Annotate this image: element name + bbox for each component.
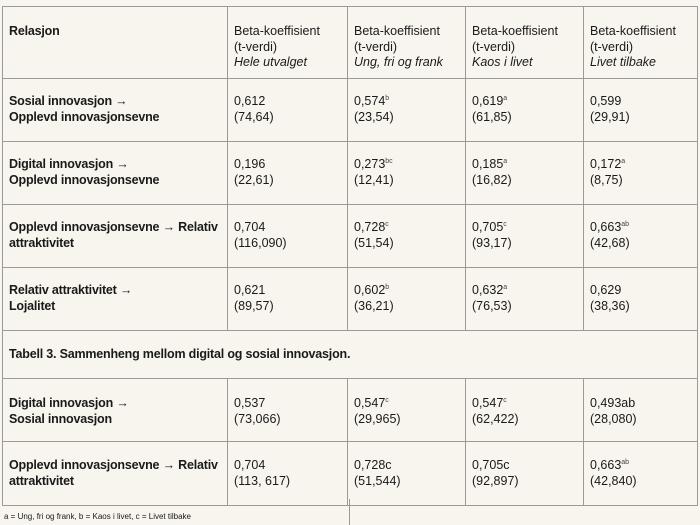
relation-line-1: Digital innovasjon →: [9, 396, 129, 410]
table-row: [3, 142, 698, 205]
header-relation-label: Relasjon: [9, 24, 60, 38]
value-cell: [466, 268, 584, 331]
sig-marker: a: [503, 284, 508, 291]
group-label: Kaos i livet: [472, 55, 533, 69]
beta-value: 0,547: [472, 396, 504, 410]
relation-line-1: Relativ attraktivitet →: [9, 283, 133, 297]
tvalue-label: (t-verdi): [234, 39, 278, 54]
sig-marker: b: [385, 95, 390, 102]
sig-marker: a: [621, 158, 626, 165]
relation-line-2: Opplevd innovasjonsevne: [9, 172, 160, 187]
value-cell: [228, 79, 348, 142]
relation-line-1: Opplevd innovasjonsevne → Relativ: [9, 458, 218, 472]
beta-value: 0,547: [354, 396, 386, 410]
beta-value: 0,728: [354, 220, 386, 234]
beta-value: 0,705: [472, 220, 504, 234]
t-value: (89,57): [234, 298, 274, 313]
t-value: (92,897): [472, 473, 519, 488]
caption-text: Tabell 3. Sammenheng mellom digital og sosial innovasjon.: [9, 347, 351, 361]
coef-label: Beta-koeffisient: [234, 24, 320, 38]
sig-marker: bc: [385, 158, 393, 165]
results-table: [2, 6, 698, 506]
relation-cell: [3, 442, 228, 506]
t-value: (113, 617): [234, 473, 291, 488]
table-row: [3, 442, 698, 506]
value-cell: [584, 442, 698, 506]
table-row: [3, 268, 698, 331]
relation-cell: [3, 79, 228, 142]
t-value: (12,41): [354, 172, 394, 187]
tvalue-label: (t-verdi): [590, 39, 634, 54]
relation-line-1: Digital innovasjon →: [9, 157, 129, 171]
relation-line-2: attraktivitet: [9, 473, 74, 488]
beta-value: 0,705c: [472, 458, 510, 472]
group-label: Ung, fri og frank: [354, 55, 443, 69]
value-cell: [228, 379, 348, 442]
t-value: (16,82): [472, 172, 512, 187]
value-cell: [584, 268, 698, 331]
t-value: (93,17): [472, 235, 512, 250]
sig-marker: c: [503, 397, 507, 404]
value-cell: [348, 379, 466, 442]
header-group-2: [348, 7, 466, 79]
table-caption: [3, 331, 698, 379]
value-cell: [466, 442, 584, 506]
value-cell: [348, 142, 466, 205]
tvalue-label: (t-verdi): [472, 39, 516, 54]
relation-cell: [3, 379, 228, 442]
group-label: Livet tilbake: [590, 55, 657, 69]
header-relation: [3, 7, 228, 79]
value-cell: [584, 79, 698, 142]
relation-cell: [3, 142, 228, 205]
value-cell: [348, 442, 466, 506]
beta-value: 0,621: [234, 283, 266, 297]
beta-value: 0,185: [472, 157, 504, 171]
relation-cell: [3, 268, 228, 331]
value-cell: [466, 142, 584, 205]
t-value: (51,544): [354, 473, 401, 488]
beta-value: 0,537: [234, 396, 266, 410]
coef-label: Beta-koeffisient: [590, 24, 676, 38]
t-value: (51,54): [354, 235, 394, 250]
beta-value: 0,629: [590, 283, 622, 297]
value-cell: [228, 142, 348, 205]
header-group-4: [584, 7, 698, 79]
beta-value: 0,599: [590, 94, 622, 108]
value-cell: [228, 268, 348, 331]
sig-marker: a: [503, 158, 508, 165]
t-value: (23,54): [354, 109, 394, 124]
t-value: (76,53): [472, 298, 512, 313]
t-value: (36,21): [354, 298, 394, 313]
divider: [349, 499, 350, 525]
value-cell: [584, 379, 698, 442]
beta-value: 0,602: [354, 283, 386, 297]
sig-marker: ab: [621, 221, 630, 228]
sig-marker: c: [385, 397, 389, 404]
value-cell: [466, 379, 584, 442]
t-value: (62,422): [472, 411, 519, 426]
value-cell: [466, 205, 584, 268]
sig-marker: b: [385, 284, 390, 291]
sig-marker: c: [385, 221, 389, 228]
value-cell: [584, 205, 698, 268]
relation-cell: [3, 205, 228, 268]
t-value: (22,61): [234, 172, 274, 187]
relation-line-1: Opplevd innovasjonsevne → Relativ: [9, 220, 218, 234]
relation-line-2: Sosial innovasjon: [9, 411, 112, 426]
t-value: (42,840): [590, 473, 637, 488]
beta-value: 0,574: [354, 94, 386, 108]
beta-value: 0,172: [590, 157, 622, 171]
t-value: (28,080): [590, 411, 637, 426]
t-value: (74,64): [234, 109, 274, 124]
relation-line-1: Sosial innovasjon →: [9, 94, 128, 108]
coef-label: Beta-koeffisient: [354, 24, 440, 38]
t-value: (29,91): [590, 109, 630, 124]
beta-value: 0,704: [234, 458, 266, 472]
tvalue-label: (t-verdi): [354, 39, 398, 54]
value-cell: [348, 79, 466, 142]
table-row: [3, 205, 698, 268]
sig-marker: c: [503, 221, 507, 228]
beta-value: 0,273: [354, 157, 386, 171]
coef-label: Beta-koeffisient: [472, 24, 558, 38]
relation-line-2: Opplevd innovasjonsevne: [9, 109, 160, 124]
header-group-3: [466, 7, 584, 79]
sig-marker: ab: [621, 459, 630, 466]
table-row: [3, 79, 698, 142]
beta-value: 0,704: [234, 220, 266, 234]
t-value: (38,36): [590, 298, 630, 313]
beta-value: 0,728c: [354, 458, 392, 472]
t-value: (42,68): [590, 235, 630, 250]
beta-value: 0,196: [234, 157, 266, 171]
value-cell: [228, 442, 348, 506]
t-value: (29,965): [354, 411, 401, 426]
header-group-1: [228, 7, 348, 79]
value-cell: [348, 205, 466, 268]
value-cell: [466, 79, 584, 142]
sig-marker: a: [503, 95, 508, 102]
value-cell: [228, 205, 348, 268]
value-cell: [584, 142, 698, 205]
t-value: (116,090): [234, 235, 287, 250]
t-value: (73,066): [234, 411, 281, 426]
table-row: [3, 379, 698, 442]
beta-value: 0,663: [590, 220, 622, 234]
beta-value: 0,663: [590, 458, 622, 472]
relation-line-2: Lojalitet: [9, 298, 56, 313]
caption-row: [3, 331, 698, 379]
beta-value: 0,493ab: [590, 396, 636, 410]
beta-value: 0,619: [472, 94, 504, 108]
header-row: [3, 7, 698, 79]
beta-value: 0,632: [472, 283, 504, 297]
relation-line-2: attraktivitet: [9, 235, 74, 250]
t-value: (61,85): [472, 109, 512, 124]
footnote: a = Ung, fri og frank, b = Kaos i livet, c = Livet tilbake: [4, 512, 191, 521]
group-label: Hele utvalget: [234, 55, 307, 69]
t-value: (8,75): [590, 172, 623, 187]
value-cell: [348, 268, 466, 331]
beta-value: 0,612: [234, 94, 266, 108]
